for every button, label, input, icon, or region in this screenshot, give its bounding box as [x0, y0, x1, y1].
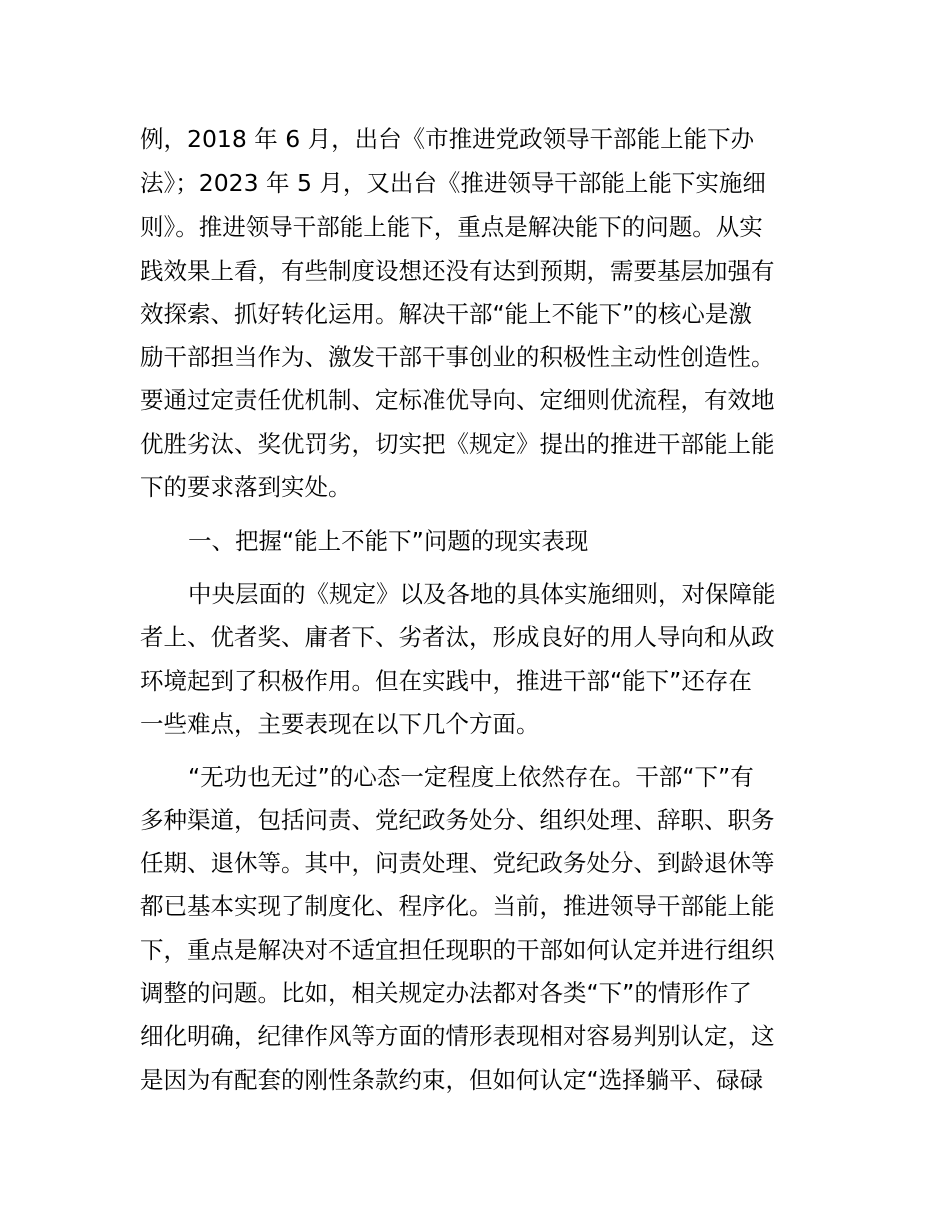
text-line-16: 多种渠道，包括问责、党纪政务处分、组织处理、辞职、职务: [140, 806, 775, 834]
text-line-18: 都已基本实现了制度化、程序化。当前，推进领导干部能上能: [140, 892, 775, 920]
text-line-6: 励干部担当作为、激发干部干事创业的积极性主动性创造性。: [140, 343, 775, 371]
text-line-22: 是因为有配套的刚性条款约束，但如何认定“选择躺平、碌碌: [140, 1066, 764, 1094]
text-line-3: 则》。推进领导干部能上能下，重点是解决能下的问题。从实: [140, 213, 763, 241]
text-line-5: 效探索、抓好转化运用。解决干部“能上不能下”的核心是激: [140, 300, 752, 328]
text-line-17: 任期、退休等。其中，问责处理、党纪政务处分、到龄退休等: [140, 849, 775, 877]
text-line-1: 例，2018 年 6 月，出台《市推进党政领导干部能上能下办: [140, 125, 755, 153]
text-line-12: 者上、优者奖、庸者下、劣者汰，形成良好的用人导向和从政: [140, 623, 775, 651]
text-line-21: 细化明确，纪律作风等方面的情形表现相对容易判别认定，这: [140, 1022, 775, 1050]
section-heading: 一、把握“能上不能下”问题的现实表现: [188, 527, 589, 555]
text-line-8: 优胜劣汰、奖优罚劣，切实把《规定》提出的推进干部能上能: [140, 430, 775, 458]
text-line-7: 要通过定责任优机制、定标准优导向、定细则优流程，有效地: [140, 386, 775, 414]
text-line-13: 环境起到了积极作用。但在实践中，推进干部“能下”还存在: [140, 667, 752, 695]
text-line-15: “无功也无过”的心态一定程度上依然存在。干部“下”有: [188, 763, 754, 791]
text-line-14: 一些难点，主要表现在以下几个方面。: [140, 710, 540, 738]
text-line-19: 下，重点是解决对不适宜担任现职的干部如何认定并进行组织: [140, 936, 775, 964]
text-line-11: 中央层面的《规定》以及各地的具体实施细则，对保障能: [188, 580, 776, 608]
text-line-4: 践效果上看，有些制度设想还没有达到预期，需要基层加强有: [140, 257, 775, 285]
text-line-20: 调整的问题。比如，相关规定办法都对各类“下”的情形作了: [140, 979, 752, 1007]
text-line-2: 法》；2023 年 5 月，又出台《推进领导干部能上能下实施细: [140, 169, 766, 197]
text-line-9: 下的要求落到实处。: [140, 473, 352, 501]
